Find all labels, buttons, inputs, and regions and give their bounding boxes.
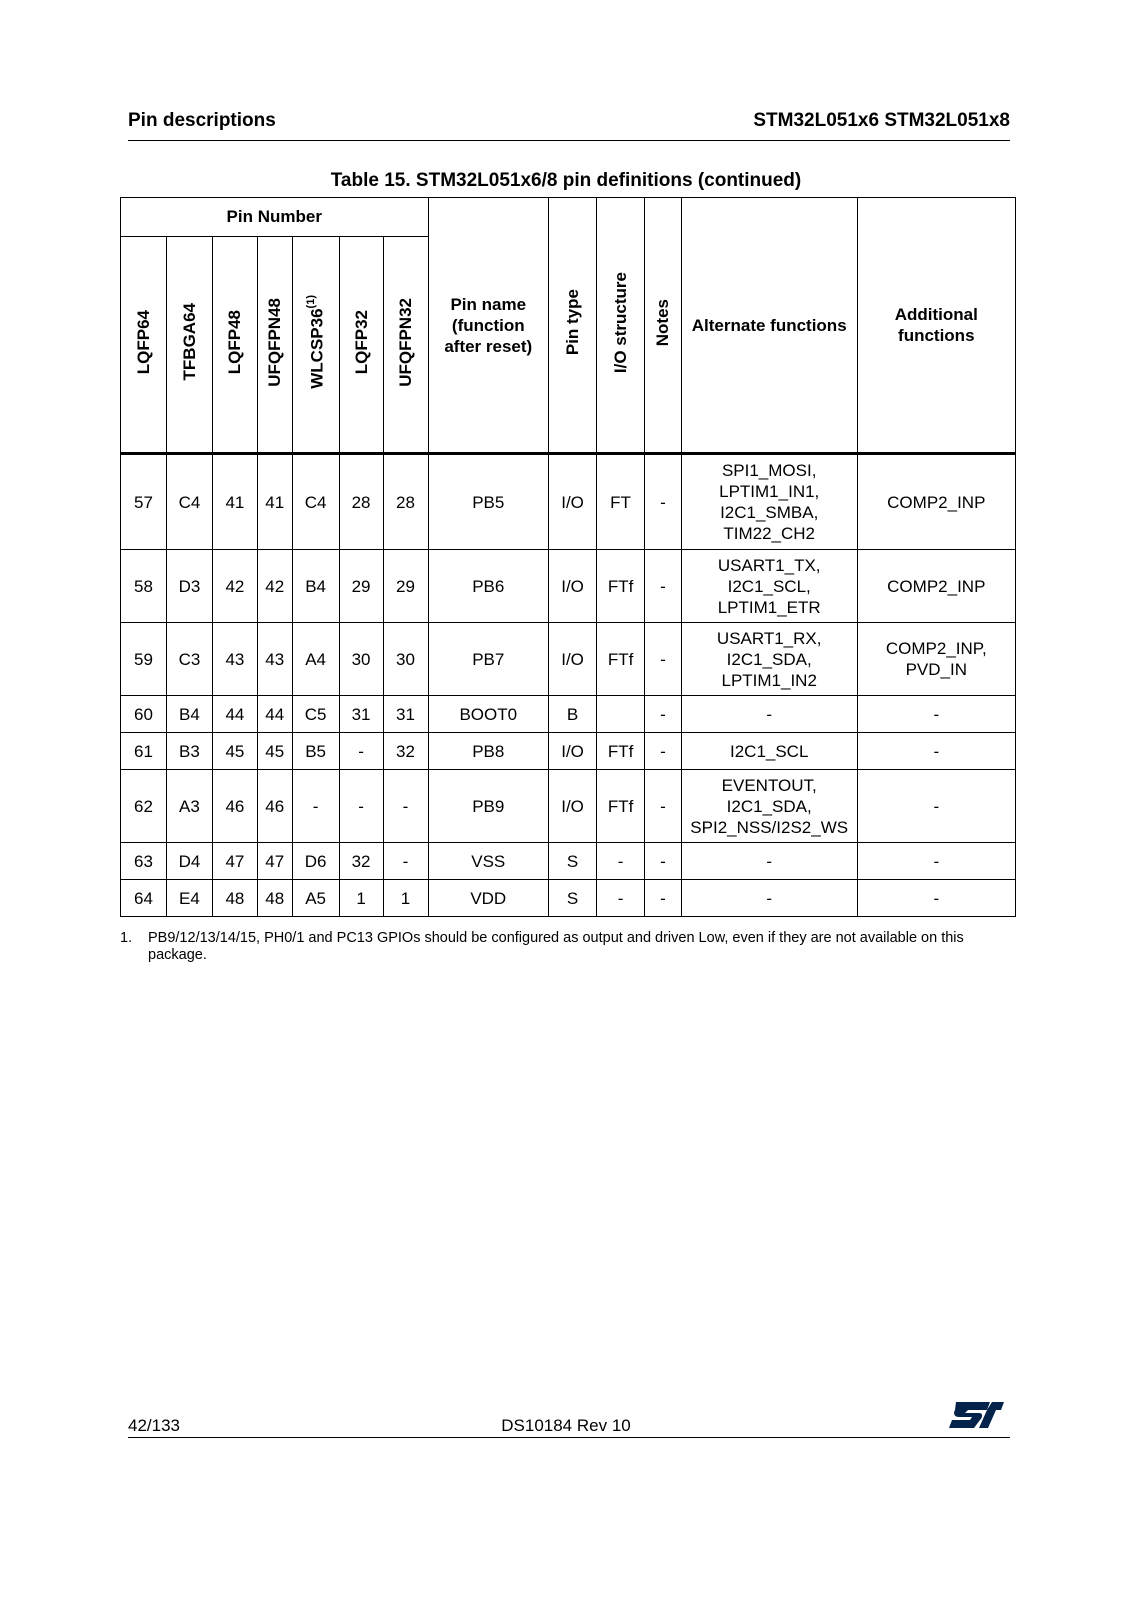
- col-header-lqfp32-text: LQFP32: [351, 309, 371, 375]
- cell-tfbga64: D3: [166, 550, 212, 623]
- cell-io-structure: FTf: [597, 550, 645, 623]
- cell-additional-functions: [857, 880, 1015, 917]
- table-row: [121, 623, 1016, 696]
- cell-io-structure: FTf: [597, 770, 645, 843]
- cell-lqfp64: 61: [121, 733, 167, 770]
- cell-additional-functions: [857, 770, 1015, 843]
- footnote-text: PB9/12/13/14/15, PH0/1 and PC13 GPIOs should be configured as output and driven Low, even if they are not available on this package.: [148, 930, 964, 963]
- alternate-function-line: -: [766, 704, 773, 724]
- cell-lqfp64: 59: [121, 623, 167, 696]
- cell-lqfp64: 57: [121, 454, 167, 550]
- col-header-ufqfpn48: [257, 237, 292, 454]
- cell-additional-functions: [857, 623, 1015, 696]
- alternate-function-line: SPI2_NSS/I2S2_WS: [690, 817, 849, 837]
- cell-ufqfpn32: -: [383, 843, 428, 880]
- col-header-tfbga64-text: TFBGA64: [179, 303, 199, 381]
- cell-pin-type: B: [549, 696, 597, 733]
- alternate-function-line: I2C1_SCL: [729, 741, 809, 761]
- col-header-tfbga64: [166, 237, 212, 454]
- additional-function-line: -: [933, 741, 940, 761]
- cell-wlcsp36: A5: [292, 880, 339, 917]
- col-header-lqfp64-text: LQFP64: [133, 309, 153, 375]
- cell-ufqfpn32: 29: [383, 550, 428, 623]
- header-rule: [128, 140, 1010, 141]
- cell-alternate-functions: [681, 696, 857, 733]
- cell-notes: -: [645, 454, 682, 550]
- alternate-function-line: USART1_TX,: [717, 555, 821, 575]
- col-header-ufqfpn32-text: UFQFPN32: [396, 297, 415, 387]
- cell-lqfp32: 29: [339, 550, 383, 623]
- cell-additional-functions: [857, 733, 1015, 770]
- additional-function-line: -: [933, 851, 940, 871]
- col-header-lqfp48-text: LQFP48: [225, 309, 245, 375]
- cell-wlcsp36: B4: [292, 550, 339, 623]
- cell-ufqfpn32: 30: [383, 623, 428, 696]
- alternate-function-line: LPTIM1_IN1,: [719, 482, 820, 501]
- additional-function-line: -: [933, 796, 940, 816]
- cell-lqfp32: 30: [339, 623, 383, 696]
- additional-function-line: -: [933, 888, 940, 908]
- cell-ufqfpn48: 48: [257, 880, 292, 917]
- pin-name-header: [428, 198, 549, 454]
- pin-type-header-text: Pin type: [563, 289, 583, 356]
- footer-rule: [128, 1437, 1010, 1438]
- cell-alternate-functions: [681, 843, 857, 880]
- additional-header-line: Additional: [894, 305, 978, 324]
- alternate-function-line: I2C1_SDA,: [726, 796, 812, 816]
- cell-lqfp48: 45: [212, 733, 257, 770]
- cell-lqfp48: 44: [212, 696, 257, 733]
- cell-wlcsp36: C5: [292, 696, 339, 733]
- cell-lqfp48: 47: [212, 843, 257, 880]
- cell-io-structure: -: [597, 880, 645, 917]
- cell-tfbga64: B4: [166, 696, 212, 733]
- alternate-function-line: -: [766, 888, 773, 908]
- cell-tfbga64: A3: [166, 770, 212, 843]
- cell-lqfp48: 48: [212, 880, 257, 917]
- cell-pin-name: BOOT0: [428, 696, 549, 733]
- cell-lqfp48: 43: [212, 623, 257, 696]
- cell-pin-name: PB5: [428, 454, 549, 550]
- pin-number-group-header: Pin Number: [121, 198, 429, 237]
- col-header-wlcsp36-text: [306, 295, 326, 389]
- cell-lqfp64: 63: [121, 843, 167, 880]
- cell-lqfp32: -: [339, 770, 383, 843]
- col-header-lqfp48: [212, 237, 257, 454]
- table-caption: Table 15. STM32L051x6/8 pin definitions (continued): [330, 170, 802, 191]
- pin-type-header: [549, 198, 597, 454]
- cell-io-structure: [597, 696, 645, 733]
- cell-alternate-functions: [681, 770, 857, 843]
- cell-io-structure: FTf: [597, 733, 645, 770]
- header-product-title: STM32L051x6 STM32L051x8: [753, 110, 1010, 131]
- cell-ufqfpn48: 46: [257, 770, 292, 843]
- cell-alternate-functions: [681, 623, 857, 696]
- cell-ufqfpn48: 42: [257, 550, 292, 623]
- cell-lqfp48: 42: [212, 550, 257, 623]
- col-header-ufqfpn48-text: UFQFPN48: [265, 297, 285, 387]
- footnote-ref: (1): [304, 295, 317, 309]
- cell-additional-functions: [857, 454, 1015, 550]
- footer-doc-revision: DS10184 Rev 10: [501, 1416, 631, 1435]
- alternate-function-line: TIM22_CH2: [723, 524, 816, 543]
- alternate-function-line: SPI1_MOSI,: [721, 461, 817, 480]
- cell-ufqfpn32: 1: [383, 880, 428, 917]
- cell-tfbga64: B3: [166, 733, 212, 770]
- cell-io-structure: FT: [597, 454, 645, 550]
- table-row: [121, 550, 1016, 623]
- col-header-wlcsp36: [292, 237, 339, 454]
- additional-function-line: COMP2_INP: [887, 576, 986, 596]
- table-row: [121, 770, 1016, 843]
- cell-lqfp32: 31: [339, 696, 383, 733]
- cell-pin-type: I/O: [549, 550, 597, 623]
- header-section-title: Pin descriptions: [128, 110, 276, 131]
- cell-alternate-functions: [681, 550, 857, 623]
- wlcsp36-label: WLCSP36: [307, 308, 327, 389]
- cell-lqfp48: 41: [212, 454, 257, 550]
- cell-lqfp64: 64: [121, 880, 167, 917]
- table-row: [121, 454, 1016, 550]
- cell-pin-name: PB9: [428, 770, 549, 843]
- st-logo-icon: [946, 1399, 1004, 1431]
- cell-ufqfpn32: 31: [383, 696, 428, 733]
- cell-lqfp64: 60: [121, 696, 167, 733]
- table-row: [121, 880, 1016, 917]
- cell-pin-type: I/O: [549, 454, 597, 550]
- additional-functions-header: [857, 198, 1015, 454]
- additional-function-line: PVD_IN: [905, 660, 967, 679]
- cell-notes: -: [645, 550, 682, 623]
- alternate-function-line: USART1_RX,: [716, 628, 822, 648]
- pin-name-header-line: (function: [451, 315, 525, 335]
- cell-pin-name: PB7: [428, 623, 549, 696]
- cell-pin-type: S: [549, 880, 597, 917]
- col-header-lqfp64: [121, 237, 167, 454]
- cell-ufqfpn48: 43: [257, 623, 292, 696]
- cell-ufqfpn48: 44: [257, 696, 292, 733]
- cell-pin-name: VDD: [428, 880, 549, 917]
- cell-lqfp32: 28: [339, 454, 383, 550]
- cell-wlcsp36: A4: [292, 623, 339, 696]
- cell-pin-type: S: [549, 843, 597, 880]
- io-structure-header: [597, 198, 645, 454]
- table-row: [121, 733, 1016, 770]
- cell-additional-functions: [857, 696, 1015, 733]
- col-header-lqfp32: [339, 237, 383, 454]
- alternate-function-line: I2C1_SDA,: [726, 649, 812, 669]
- additional-header-line: functions: [898, 326, 975, 345]
- cell-lqfp32: 32: [339, 843, 383, 880]
- alternate-functions-header: Alternate functions: [681, 198, 857, 454]
- io-structure-header-text: I/O structure: [611, 271, 631, 374]
- cell-lqfp32: 1: [339, 880, 383, 917]
- cell-notes: -: [645, 623, 682, 696]
- footer-page-number: 42/133: [128, 1416, 180, 1435]
- alternate-function-line: EVENTOUT,: [721, 775, 817, 795]
- cell-alternate-functions: [681, 454, 857, 550]
- cell-ufqfpn48: 47: [257, 843, 292, 880]
- cell-notes: -: [645, 770, 682, 843]
- alternate-function-line: LPTIM1_IN2: [721, 670, 817, 690]
- alternate-function-line: LPTIM1_ETR: [717, 597, 821, 617]
- cell-alternate-functions: [681, 880, 857, 917]
- cell-tfbga64: E4: [166, 880, 212, 917]
- cell-additional-functions: [857, 843, 1015, 880]
- cell-additional-functions: [857, 550, 1015, 623]
- table-row: [121, 696, 1016, 733]
- cell-notes: -: [645, 696, 682, 733]
- pin-name-header-line: Pin name: [450, 294, 527, 314]
- cell-pin-name: PB6: [428, 550, 549, 623]
- cell-notes: -: [645, 880, 682, 917]
- cell-lqfp32: -: [339, 733, 383, 770]
- cell-ufqfpn48: 41: [257, 454, 292, 550]
- cell-wlcsp36: -: [292, 770, 339, 843]
- footnote-number: 1.: [120, 930, 133, 946]
- additional-function-line: COMP2_INP: [887, 492, 986, 512]
- alternate-function-line: I2C1_SCL,: [727, 576, 811, 596]
- pin-definitions-table: [120, 197, 1016, 917]
- additional-function-line: -: [933, 704, 940, 724]
- cell-lqfp64: 62: [121, 770, 167, 843]
- cell-tfbga64: C3: [166, 623, 212, 696]
- cell-wlcsp36: D6: [292, 843, 339, 880]
- cell-pin-type: I/O: [549, 623, 597, 696]
- cell-wlcsp36: C4: [292, 454, 339, 550]
- cell-ufqfpn32: 32: [383, 733, 428, 770]
- cell-lqfp48: 46: [212, 770, 257, 843]
- cell-pin-type: I/O: [549, 733, 597, 770]
- table-footnote: [120, 930, 1000, 964]
- cell-ufqfpn48: 45: [257, 733, 292, 770]
- col-header-ufqfpn32: [383, 237, 428, 454]
- cell-pin-type: I/O: [549, 770, 597, 843]
- cell-pin-name: PB8: [428, 733, 549, 770]
- notes-header: [645, 198, 682, 454]
- cell-notes: -: [645, 733, 682, 770]
- table-row: [121, 843, 1016, 880]
- cell-io-structure: -: [597, 843, 645, 880]
- alternate-function-line: I2C1_SMBA,: [720, 503, 819, 522]
- additional-function-line: COMP2_INP,: [885, 639, 987, 658]
- cell-wlcsp36: B5: [292, 733, 339, 770]
- cell-ufqfpn32: -: [383, 770, 428, 843]
- cell-ufqfpn32: 28: [383, 454, 428, 550]
- notes-header-text: Notes: [653, 298, 673, 347]
- cell-lqfp64: 58: [121, 550, 167, 623]
- cell-notes: -: [645, 843, 682, 880]
- cell-tfbga64: D4: [166, 843, 212, 880]
- alternate-function-line: -: [766, 851, 773, 871]
- cell-alternate-functions: [681, 733, 857, 770]
- cell-tfbga64: C4: [166, 454, 212, 550]
- pin-name-header-line: after reset): [444, 336, 533, 356]
- cell-pin-name: VSS: [428, 843, 549, 880]
- cell-io-structure: FTf: [597, 623, 645, 696]
